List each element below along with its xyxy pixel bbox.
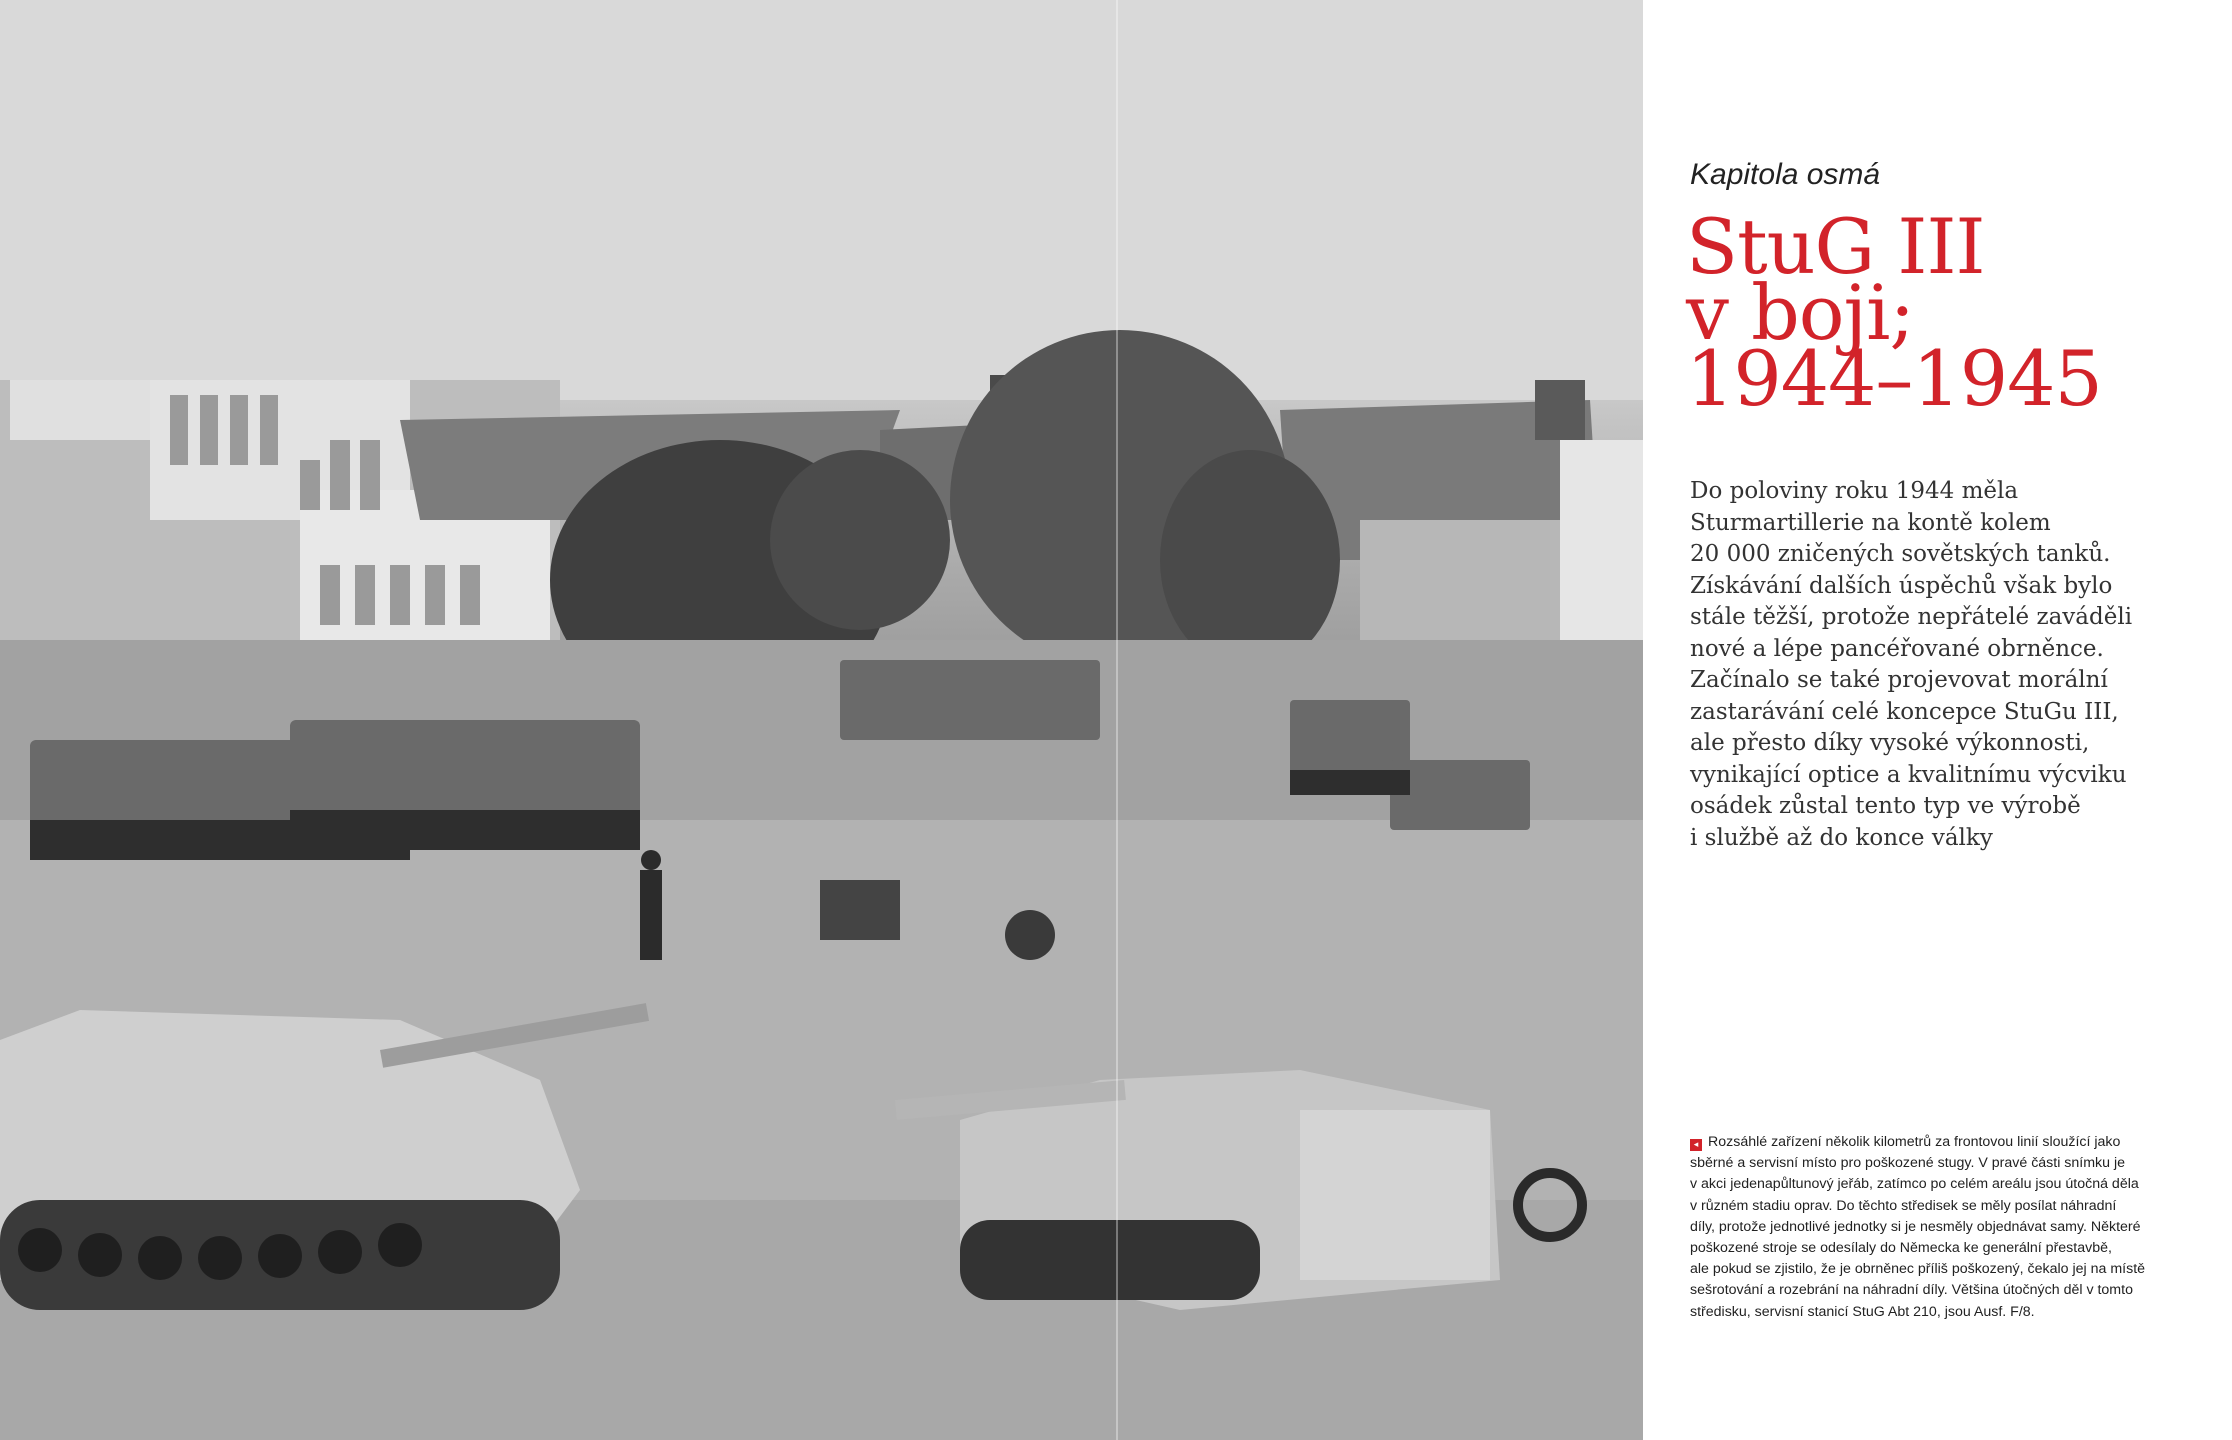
lede-line: osádek zůstal tento typ ve výrobě xyxy=(1690,793,2081,819)
caption-line: středisku, servisní stanicí StuG Abt 210, jsou Ausf. F/8. xyxy=(1690,1303,2035,1320)
title-line: StuG III xyxy=(1686,202,1985,291)
lede-line: 20 000 zničených sovětských tanků. xyxy=(1690,541,2111,567)
caption-line: díly, protože jednotlivé jednotky si je nesměly objednávat samy. Některé xyxy=(1690,1218,2141,1235)
lede-line: ale přesto díky vysoké výkonnosti, xyxy=(1690,730,2090,756)
lede-line: zastarávání celé koncepce StuGu III, xyxy=(1690,698,2119,725)
page-gutter xyxy=(1116,0,1118,1440)
lede-line: Do poloviny roku 1944 měla xyxy=(1690,478,2019,504)
caption-line: Rozsáhlé zařízení několik kilometrů za frontovou linií sloužící jako xyxy=(1708,1134,2121,1150)
photo-caption xyxy=(1690,1132,2190,1323)
chapter-kicker: Kapitola osmá xyxy=(1690,158,1881,191)
lede-line: Získávání dalších úspěchů však bylo xyxy=(1690,572,2113,599)
caption-line: sběrné a servisní místo pro poškozené stugy. V pravé části snímku je xyxy=(1690,1155,2126,1172)
lede-paragraph xyxy=(1690,476,2190,854)
caption-line-first xyxy=(1690,1132,2190,1153)
text-column xyxy=(1686,0,2200,1440)
title-line: v boji; xyxy=(1686,268,1914,357)
caption-line: v akci jedenapůltunový jeřáb, zatímco po celém areálu jsou útočná děla xyxy=(1690,1176,2139,1193)
caption-line: v různém stadiu oprav. Do těchto středisek se měly posílat náhradní xyxy=(1690,1197,2117,1214)
lede-line: Začínalo se také projevovat morální xyxy=(1690,667,2108,693)
lede-line: Sturmartillerie na kontě kolem xyxy=(1690,509,2051,536)
caption-line: ale pokud se zjistilo, že je obrněnec příliš poškozený, čekalo jej na místě xyxy=(1690,1261,2146,1278)
caption-line: poškozené stroje se odesílaly do Německa ke generální přestavbě, xyxy=(1690,1240,2112,1257)
lede-line: i službě až do konce války xyxy=(1690,824,1993,851)
lede-line: vynikající optice a kvalitnímu výcviku xyxy=(1690,761,2127,788)
lede-line: stále těžší, protože nepřátelé zaváděli xyxy=(1690,604,2133,630)
chapter-title xyxy=(1686,202,2206,423)
caption-line: sešrotování a rozebrání na náhradní díly. Většina útočných děl v tomto xyxy=(1690,1282,2133,1299)
title-line: 1944–1945 xyxy=(1686,334,2102,423)
caption-arrow-icon: ◂ xyxy=(1690,1139,1702,1151)
lede-line: nové a lépe pancéřované obrněnce. xyxy=(1690,635,2104,662)
